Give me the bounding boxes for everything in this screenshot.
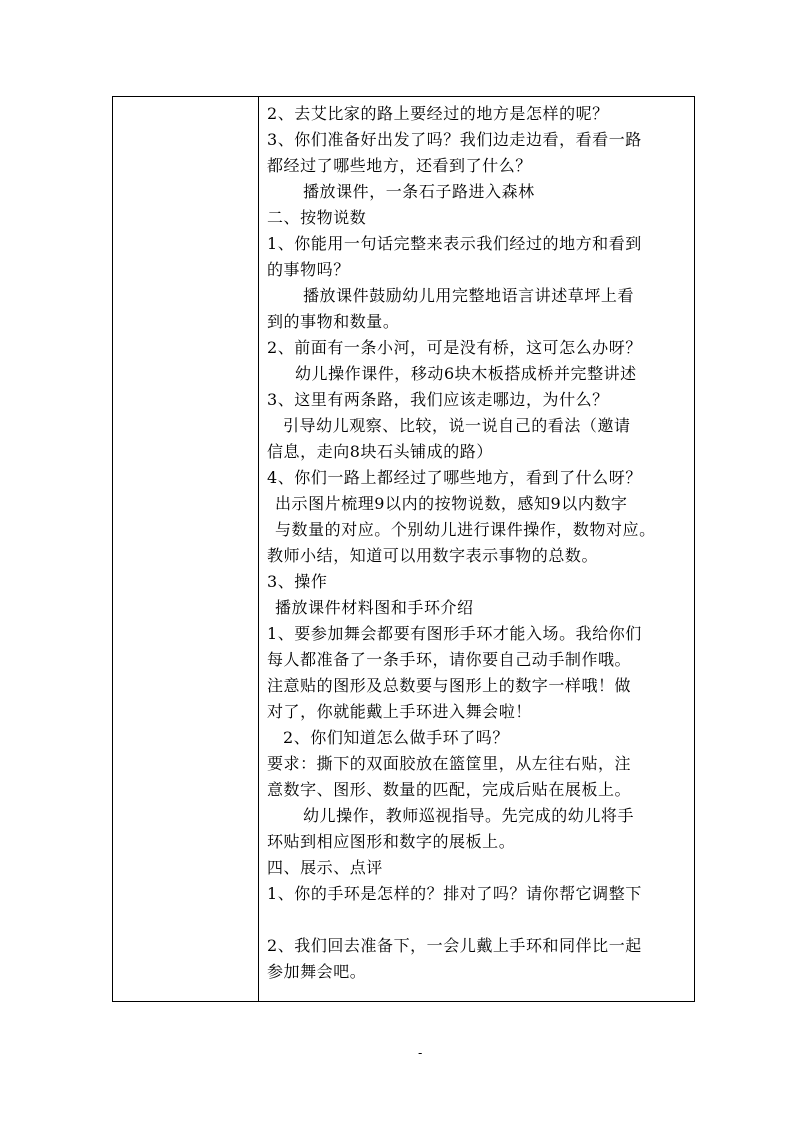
content-line: 二、按物说数 xyxy=(267,208,367,227)
content-line: 2、你们知道怎么做手环了吗？ xyxy=(283,728,509,747)
content-line: 3、你们准备好出发了吗？我们边走边看，看看一路 xyxy=(267,130,642,149)
content-line: 1、你的手环是怎样的？排对了吗？请你帮它调整下 xyxy=(267,884,642,903)
content-line: 每人都准备了一条手环，请你要自己动手制作哦。 xyxy=(267,650,632,669)
content-line: 到的事物和数量。 xyxy=(267,312,400,331)
content-line: 都经过了哪些地方，还看到了什么？ xyxy=(267,156,532,175)
content-line: 2、去艾比家的路上要经过的地方是怎样的呢？ xyxy=(267,104,609,123)
content-line: 3、操作 xyxy=(267,572,328,591)
content-line: 的事物吗？ xyxy=(267,260,350,279)
content-line: 3、这里有两条路，我们应该走哪边，为什么？ xyxy=(267,390,609,409)
content-line: 教师小结，知道可以用数字表示事物的总数。 xyxy=(267,546,599,565)
content-line: 播放课件材料图和手环介绍 xyxy=(275,598,474,617)
content-line: 环贴到相应图形和数字的展板上。 xyxy=(267,832,516,851)
content-line: 信息，走向8块石头铺成的路） xyxy=(267,442,493,461)
content-line: 播放课件鼓励幼儿用完整地语言讲述草坪上看 xyxy=(303,286,635,305)
content-line: 引导幼儿观察、比较，说一说自己的看法（邀请 xyxy=(283,416,631,435)
content-line: 2、我们回去准备下，一会儿戴上手环和同伴比一起 xyxy=(267,936,642,955)
content-line: 注意贴的图形及总数要与图形上的数字一样哦！做 xyxy=(267,676,632,695)
content-line: 意数字、图形、数量的匹配，完成后贴在展板上。 xyxy=(267,780,632,799)
content-line: 出示图片梳理9以内的按物说数，感知9以内数字 xyxy=(275,494,628,513)
content-line: 对了，你就能戴上手环进入舞会啦！ xyxy=(267,702,532,721)
content-line: 播放课件，一条石子路进入森林 xyxy=(303,182,535,201)
content-line: 四、展示、点评 xyxy=(267,858,383,877)
content-line: 2、前面有一条小河，可是没有桥，这可怎么办呀？ xyxy=(267,338,642,357)
content-line: 幼儿操作课件，移动6块木板搭成桥并完整讲述 xyxy=(295,364,637,383)
content-line: 参加舞会吧。 xyxy=(267,962,367,981)
lesson-table xyxy=(112,96,695,1002)
content-line: 1、要参加舞会都要有图形手环才能入场。我给你们 xyxy=(267,624,642,643)
content-line: 要求：撕下的双面胶放在篮筐里，从左往右贴，注 xyxy=(267,754,632,773)
column-divider xyxy=(258,97,259,1001)
content-line: 幼儿操作，教师巡视指导。先完成的幼儿将手 xyxy=(303,806,635,825)
content-line: 1、你能用一句话完整来表示我们经过的地方和看到 xyxy=(267,234,642,253)
content-line: 与数量的对应。个别幼儿进行课件操作，数物对应。 xyxy=(275,520,656,539)
table-left-cell xyxy=(113,97,258,1001)
page-footer-mark: - xyxy=(418,1046,423,1060)
content-line: 4、你们一路上都经过了哪些地方，看到了什么呀？ xyxy=(267,468,642,487)
